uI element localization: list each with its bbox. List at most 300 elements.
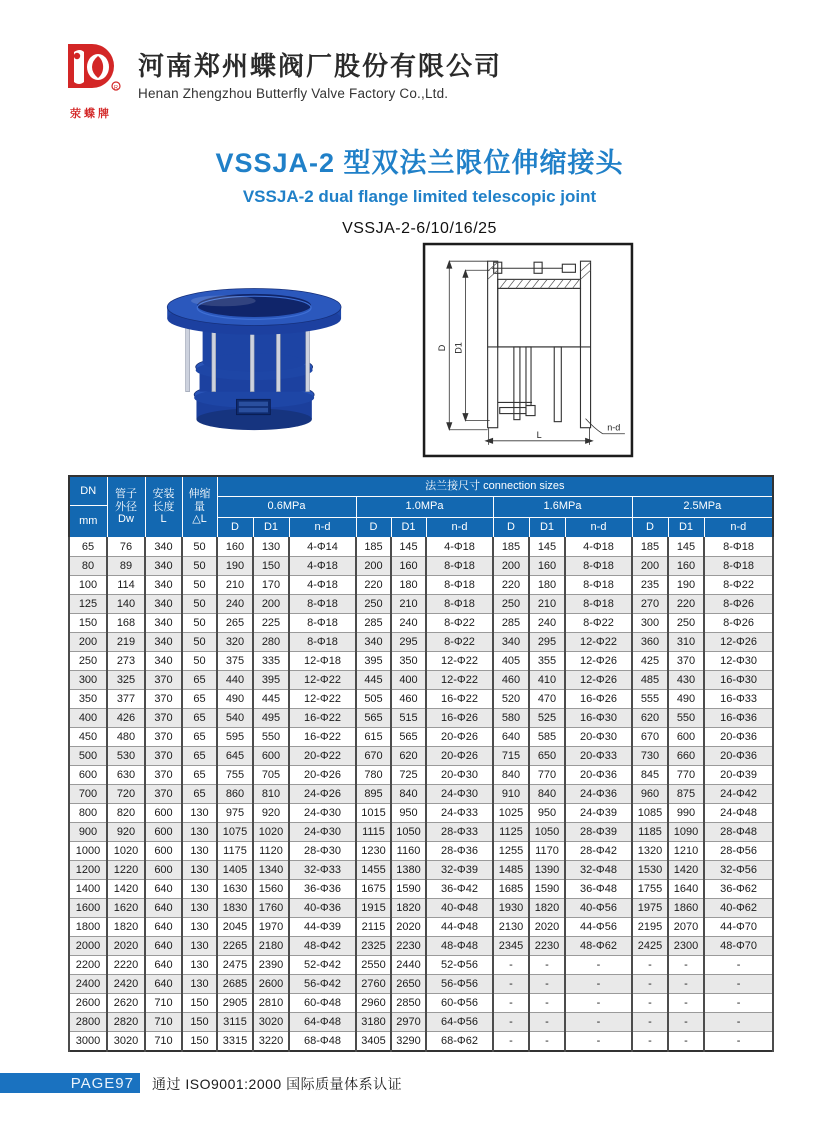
- table-cell: 16-Φ36: [704, 709, 773, 728]
- table-cell: 24-Φ26: [289, 785, 356, 804]
- table-cell: 150: [182, 1013, 217, 1032]
- table-cell: 480: [107, 728, 145, 747]
- table-cell: 295: [391, 633, 426, 652]
- table-cell: 150: [69, 614, 107, 633]
- table-cell: 12-Φ22: [426, 652, 493, 671]
- dim-label-d1: D1: [453, 342, 464, 354]
- table-cell: 3315: [217, 1032, 253, 1052]
- table-cell: 24-Φ33: [426, 804, 493, 823]
- table-cell: -: [668, 956, 704, 975]
- table-cell: 400: [69, 709, 107, 728]
- table-cell: -: [493, 956, 529, 975]
- table-cell: 640: [145, 937, 182, 956]
- col-header-connection-sizes: 法兰接尺寸 connection sizes: [217, 476, 773, 497]
- table-cell: 840: [391, 785, 426, 804]
- table-row: [69, 538, 773, 557]
- table-cell: 660: [668, 747, 704, 766]
- table-cell: 430: [668, 671, 704, 690]
- table-cell: 1200: [69, 861, 107, 880]
- table-cell: 2045: [217, 918, 253, 937]
- product-model: VSSJA-2-6/10/16/25: [342, 220, 497, 237]
- table-cell: -: [704, 975, 773, 994]
- table-cell: 1025: [493, 804, 529, 823]
- table-cell: 2020: [391, 918, 426, 937]
- table-cell: 8-Φ18: [565, 595, 632, 614]
- table-cell: 44-Φ56: [565, 918, 632, 937]
- col-header-d: D: [356, 517, 391, 538]
- col-header-expansion: 伸缩 量 △L: [182, 476, 217, 538]
- table-cell: 645: [217, 747, 253, 766]
- table-cell: 16-Φ22: [426, 690, 493, 709]
- table-cell: 2685: [217, 975, 253, 994]
- table-cell: 340: [356, 633, 391, 652]
- table-cell: 20-Φ36: [704, 747, 773, 766]
- table-cell: 820: [107, 804, 145, 823]
- table-row: [69, 842, 773, 861]
- table-cell: 370: [145, 671, 182, 690]
- brand-text: [138, 40, 502, 101]
- table-cell: -: [668, 1013, 704, 1032]
- table-cell: 350: [391, 652, 426, 671]
- table-cell: 12-Φ26: [565, 652, 632, 671]
- table-cell: 1255: [493, 842, 529, 861]
- table-cell: 12-Φ22: [565, 633, 632, 652]
- table-cell: 56-Φ56: [426, 975, 493, 994]
- table-cell: 150: [182, 1032, 217, 1052]
- table-cell: 64-Φ48: [289, 1013, 356, 1032]
- table-cell: 2020: [107, 937, 145, 956]
- table-cell: 36-Φ42: [426, 880, 493, 899]
- table-cell: 28-Φ48: [704, 823, 773, 842]
- table-cell: 395: [356, 652, 391, 671]
- table-cell: 450: [69, 728, 107, 747]
- table-cell: 377: [107, 690, 145, 709]
- spec-section: [68, 475, 774, 1052]
- table-cell: 140: [107, 595, 145, 614]
- table-cell: 600: [253, 747, 289, 766]
- table-cell: 20-Φ33: [565, 747, 632, 766]
- table-row: [69, 747, 773, 766]
- table-cell: 1820: [529, 899, 565, 918]
- table-cell: 12-Φ18: [289, 652, 356, 671]
- table-cell: 1020: [107, 842, 145, 861]
- table-cell: 1090: [668, 823, 704, 842]
- table-cell: 1800: [69, 918, 107, 937]
- table-cell: 50: [182, 557, 217, 576]
- table-cell: 1390: [529, 861, 565, 880]
- table-cell: 2810: [253, 994, 289, 1013]
- table-cell: 225: [253, 614, 289, 633]
- company-name-en: Henan Zhengzhou Butterfly Valve Factory Co.,Ltd.: [138, 85, 449, 101]
- table-row: [69, 690, 773, 709]
- table-cell: 65: [182, 690, 217, 709]
- table-cell: 12-Φ22: [426, 671, 493, 690]
- table-cell: 370: [145, 747, 182, 766]
- table-cell: 68-Φ62: [426, 1032, 493, 1052]
- table-cell: 640: [145, 975, 182, 994]
- table-cell: 240: [529, 614, 565, 633]
- table-cell: 600: [69, 766, 107, 785]
- table-cell: 555: [632, 690, 668, 709]
- table-row: [69, 975, 773, 994]
- table-row: [69, 614, 773, 633]
- table-cell: 50: [182, 595, 217, 614]
- table-cell: 340: [145, 614, 182, 633]
- table-cell: 1050: [391, 823, 426, 842]
- table-cell: 130: [182, 956, 217, 975]
- table-cell: 920: [253, 804, 289, 823]
- table-cell: 32-Φ39: [426, 861, 493, 880]
- table-cell: 8-Φ26: [704, 614, 773, 633]
- table-cell: 600: [145, 804, 182, 823]
- table-cell: 24-Φ30: [426, 785, 493, 804]
- table-cell: 130: [182, 861, 217, 880]
- table-cell: 2600: [69, 994, 107, 1013]
- table-cell: 12-Φ26: [704, 633, 773, 652]
- table-cell: 219: [107, 633, 145, 652]
- table-cell: -: [529, 975, 565, 994]
- table-cell: 1760: [253, 899, 289, 918]
- table-cell: 650: [529, 747, 565, 766]
- table-cell: 295: [529, 633, 565, 652]
- table-cell: 1380: [391, 861, 426, 880]
- table-cell: -: [704, 1013, 773, 1032]
- table-cell: 460: [493, 671, 529, 690]
- table-cell: -: [565, 975, 632, 994]
- dimension-drawing: [421, 241, 635, 459]
- table-cell: 565: [391, 728, 426, 747]
- table-cell: 220: [356, 576, 391, 595]
- table-cell: 340: [145, 595, 182, 614]
- table-cell: 50: [182, 614, 217, 633]
- table-row: [69, 804, 773, 823]
- table-cell: 710: [145, 994, 182, 1013]
- table-cell: 200: [356, 557, 391, 576]
- table-cell: 130: [182, 823, 217, 842]
- table-cell: 2220: [107, 956, 145, 975]
- table-cell: 2960: [356, 994, 391, 1013]
- table-cell: 24-Φ42: [704, 785, 773, 804]
- table-cell: -: [529, 956, 565, 975]
- table-cell: 1230: [356, 842, 391, 861]
- table-row: [69, 937, 773, 956]
- table-cell: 28-Φ30: [289, 842, 356, 861]
- table-cell: 310: [668, 633, 704, 652]
- table-cell: 525: [529, 709, 565, 728]
- table-cell: 16-Φ22: [289, 709, 356, 728]
- table-row: [69, 671, 773, 690]
- table-cell: 670: [632, 728, 668, 747]
- table-cell: 270: [632, 595, 668, 614]
- table-cell: 24-Φ39: [565, 804, 632, 823]
- table-cell: -: [493, 1013, 529, 1032]
- table-cell: 1530: [632, 861, 668, 880]
- col-header-pn10: 1.0MPa: [356, 497, 493, 518]
- table-cell: 1930: [493, 899, 529, 918]
- table-cell: 2020: [529, 918, 565, 937]
- table-cell: 2115: [356, 918, 391, 937]
- table-cell: 2400: [69, 975, 107, 994]
- table-cell: 130: [182, 975, 217, 994]
- table-cell: 130: [182, 804, 217, 823]
- table-cell: 400: [391, 671, 426, 690]
- table-cell: -: [565, 1032, 632, 1052]
- table-cell: 250: [356, 595, 391, 614]
- table-cell: -: [632, 994, 668, 1013]
- table-cell: 370: [145, 709, 182, 728]
- table-cell: 595: [217, 728, 253, 747]
- table-cell: 300: [632, 614, 668, 633]
- table-cell: 200: [632, 557, 668, 576]
- table-cell: 200: [69, 633, 107, 652]
- company-name-cn: 河南郑州蝶阀厂股份有限公司: [138, 51, 503, 81]
- table-cell: 36-Φ62: [704, 880, 773, 899]
- table-cell: 20-Φ26: [289, 766, 356, 785]
- table-cell: 585: [529, 728, 565, 747]
- table-row: [69, 785, 773, 804]
- table-cell: 8-Φ22: [565, 614, 632, 633]
- table-cell: 28-Φ36: [426, 842, 493, 861]
- table-cell: 4-Φ18: [289, 557, 356, 576]
- table-cell: 273: [107, 652, 145, 671]
- table-cell: 460: [391, 690, 426, 709]
- table-cell: 16-Φ26: [426, 709, 493, 728]
- table-cell: 40-Φ48: [426, 899, 493, 918]
- table-row: [69, 766, 773, 785]
- table-row: [69, 728, 773, 747]
- table-row: [69, 823, 773, 842]
- table-cell: 60-Φ48: [289, 994, 356, 1013]
- col-header-nd: n-d: [289, 517, 356, 538]
- table-cell: 16-Φ33: [704, 690, 773, 709]
- table-cell: 840: [529, 785, 565, 804]
- table-cell: 2420: [107, 975, 145, 994]
- table-cell: 370: [145, 690, 182, 709]
- table-cell: 495: [253, 709, 289, 728]
- table-cell: 20-Φ36: [565, 766, 632, 785]
- table-cell: 2970: [391, 1013, 426, 1032]
- table-cell: 490: [217, 690, 253, 709]
- table-cell: 16-Φ22: [289, 728, 356, 747]
- table-cell: 2390: [253, 956, 289, 975]
- table-cell: 1220: [107, 861, 145, 880]
- spec-table-head: [69, 476, 773, 538]
- table-cell: 160: [391, 557, 426, 576]
- table-cell: 52-Φ42: [289, 956, 356, 975]
- table-cell: 410: [529, 671, 565, 690]
- table-cell: 130: [182, 880, 217, 899]
- table-cell: 80: [69, 557, 107, 576]
- table-cell: 600: [145, 861, 182, 880]
- table-cell: 8-Φ22: [426, 633, 493, 652]
- table-cell: 1320: [632, 842, 668, 861]
- table-cell: 100: [69, 576, 107, 595]
- table-cell: 8-Φ18: [704, 557, 773, 576]
- table-cell: 3020: [253, 1013, 289, 1032]
- col-header-d1: D1: [253, 517, 289, 538]
- table-cell: 44-Φ39: [289, 918, 356, 937]
- table-cell: 1185: [632, 823, 668, 842]
- table-cell: 180: [391, 576, 426, 595]
- table-cell: 3000: [69, 1032, 107, 1052]
- table-cell: 48-Φ70: [704, 937, 773, 956]
- table-cell: 1975: [632, 899, 668, 918]
- table-cell: 1560: [253, 880, 289, 899]
- table-cell: 1830: [217, 899, 253, 918]
- table-cell: 32-Φ48: [565, 861, 632, 880]
- table-cell: 1170: [529, 842, 565, 861]
- table-cell: 60-Φ56: [426, 994, 493, 1013]
- table-cell: 950: [391, 804, 426, 823]
- table-cell: 40-Φ62: [704, 899, 773, 918]
- table-cell: 160: [668, 557, 704, 576]
- table-cell: 190: [668, 576, 704, 595]
- dim-label-d: D: [437, 344, 448, 352]
- table-cell: 1420: [107, 880, 145, 899]
- table-row: [69, 576, 773, 595]
- table-cell: 2300: [668, 937, 704, 956]
- table-cell: 715: [493, 747, 529, 766]
- table-cell: 1640: [668, 880, 704, 899]
- table-cell: 1455: [356, 861, 391, 880]
- table-cell: 3405: [356, 1032, 391, 1052]
- table-cell: 28-Φ56: [704, 842, 773, 861]
- table-cell: 12-Φ30: [704, 652, 773, 671]
- table-cell: 2600: [253, 975, 289, 994]
- table-row: [69, 1032, 773, 1052]
- title-block: [0, 141, 839, 238]
- table-cell: 340: [493, 633, 529, 652]
- table-cell: 340: [145, 633, 182, 652]
- table-cell: 4-Φ18: [289, 576, 356, 595]
- table-cell: 2475: [217, 956, 253, 975]
- table-cell: 130: [182, 918, 217, 937]
- table-cell: 990: [668, 804, 704, 823]
- table-cell: 770: [529, 766, 565, 785]
- table-cell: 640: [145, 918, 182, 937]
- table-cell: 170: [253, 576, 289, 595]
- table-cell: 340: [145, 557, 182, 576]
- table-cell: 185: [493, 538, 529, 557]
- table-cell: -: [704, 1032, 773, 1052]
- table-row: [69, 652, 773, 671]
- table-cell: 1405: [217, 861, 253, 880]
- table-cell: 670: [356, 747, 391, 766]
- table-cell: 8-Φ18: [426, 595, 493, 614]
- table-cell: 445: [356, 671, 391, 690]
- table-cell: 8-Φ26: [704, 595, 773, 614]
- table-cell: 640: [145, 899, 182, 918]
- table-cell: 1860: [668, 899, 704, 918]
- table-cell: 8-Φ18: [289, 614, 356, 633]
- table-row: [69, 1013, 773, 1032]
- table-cell: 1970: [253, 918, 289, 937]
- table-cell: 1400: [69, 880, 107, 899]
- table-cell: 168: [107, 614, 145, 633]
- table-cell: 48-Φ48: [426, 937, 493, 956]
- brand-logo-block: [58, 40, 124, 121]
- table-cell: 370: [145, 785, 182, 804]
- table-cell: 875: [668, 785, 704, 804]
- table-cell: 20-Φ39: [704, 766, 773, 785]
- table-cell: 1175: [217, 842, 253, 861]
- table-cell: 8-Φ22: [704, 576, 773, 595]
- table-cell: 2325: [356, 937, 391, 956]
- table-cell: 810: [253, 785, 289, 804]
- table-cell: 76: [107, 538, 145, 557]
- table-cell: 960: [632, 785, 668, 804]
- table-cell: -: [632, 975, 668, 994]
- table-row: [69, 956, 773, 975]
- table-cell: 8-Φ18: [704, 538, 773, 557]
- table-cell: 114: [107, 576, 145, 595]
- table-cell: 370: [145, 728, 182, 747]
- table-cell: 8-Φ18: [565, 557, 632, 576]
- table-cell: 340: [145, 652, 182, 671]
- table-cell: 1115: [356, 823, 391, 842]
- table-cell: -: [632, 1032, 668, 1052]
- table-cell: 65: [182, 709, 217, 728]
- table-cell: 20-Φ36: [704, 728, 773, 747]
- col-header-pn16: 1.6MPa: [493, 497, 632, 518]
- table-cell: 48-Φ62: [565, 937, 632, 956]
- table-cell: 600: [145, 823, 182, 842]
- table-cell: 64-Φ56: [426, 1013, 493, 1032]
- table-cell: 1000: [69, 842, 107, 861]
- table-cell: 1685: [493, 880, 529, 899]
- table-cell: 44-Φ70: [704, 918, 773, 937]
- table-cell: 1160: [391, 842, 426, 861]
- table-cell: 24-Φ30: [289, 804, 356, 823]
- col-header-pn06: 0.6MPa: [217, 497, 356, 518]
- table-cell: 375: [217, 652, 253, 671]
- table-cell: 3220: [253, 1032, 289, 1052]
- table-cell: 65: [182, 766, 217, 785]
- col-header-pipe-od: 管子 外径 Dw: [107, 476, 145, 538]
- table-cell: 350: [69, 690, 107, 709]
- table-cell: 360: [632, 633, 668, 652]
- spec-table-body: [69, 538, 773, 1052]
- table-cell: 405: [493, 652, 529, 671]
- brand-header: [58, 40, 502, 121]
- table-cell: 125: [69, 595, 107, 614]
- table-cell: 1915: [356, 899, 391, 918]
- table-cell: 50: [182, 538, 217, 557]
- table-cell: -: [668, 994, 704, 1013]
- product-title-en: VSSJA-2 dual flange limited telescopic joint: [242, 187, 597, 206]
- table-cell: 370: [145, 766, 182, 785]
- table-cell: 185: [356, 538, 391, 557]
- table-cell: 56-Φ42: [289, 975, 356, 994]
- table-cell: 240: [217, 595, 253, 614]
- table-cell: 1620: [107, 899, 145, 918]
- table-cell: 580: [493, 709, 529, 728]
- table-cell: -: [493, 1032, 529, 1052]
- table-cell: 12-Φ22: [289, 690, 356, 709]
- table-cell: 3020: [107, 1032, 145, 1052]
- table-cell: 1020: [253, 823, 289, 842]
- table-cell: -: [704, 956, 773, 975]
- table-cell: 2760: [356, 975, 391, 994]
- table-cell: 210: [217, 576, 253, 595]
- table-row: [69, 880, 773, 899]
- table-cell: 700: [69, 785, 107, 804]
- table-cell: 2800: [69, 1013, 107, 1032]
- table-cell: 340: [145, 576, 182, 595]
- table-cell: 20-Φ26: [426, 728, 493, 747]
- table-cell: 160: [529, 557, 565, 576]
- table-cell: 340: [145, 538, 182, 557]
